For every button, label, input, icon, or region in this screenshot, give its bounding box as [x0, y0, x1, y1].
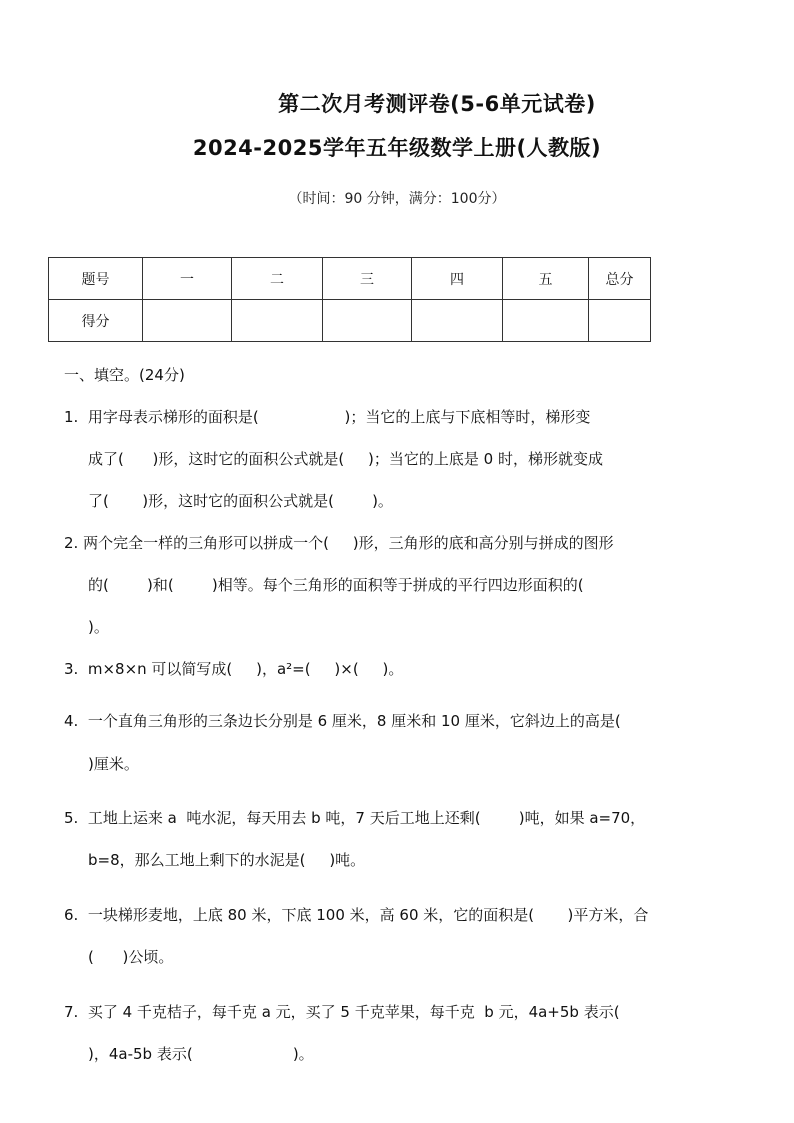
- score-cell-part-1[interactable]: [143, 300, 232, 342]
- header-cell-part-4: 四: [412, 258, 503, 300]
- q4-line-1: 4. 一个直角三角形的三条边长分别是 6 厘米，8 厘米和 10 厘米，它斜边上的高是(: [64, 712, 621, 730]
- score-cell-part-2[interactable]: [232, 300, 323, 342]
- header-cell-part-5: 五: [503, 258, 589, 300]
- score-cell-total[interactable]: [589, 300, 651, 342]
- score-table: [48, 257, 651, 342]
- score-table-header-row: [49, 258, 651, 300]
- header-cell-part-2: 二: [232, 258, 323, 300]
- header-cell-part-1: 一: [143, 258, 232, 300]
- q2-line-3: )。: [88, 618, 109, 636]
- exam-info: （时间：90 分钟，满分：100分）: [288, 191, 506, 207]
- title-line-1: 第二次月考测评卷(5-6单元试卷): [278, 92, 596, 116]
- q5-line-2: b=8，那么工地上剩下的水泥是( )吨。: [88, 851, 366, 869]
- score-cell-part-4[interactable]: [412, 300, 503, 342]
- q6-line-2: ( )公顷。: [88, 948, 174, 966]
- q7-line-1: 7. 买了 4 千克桔子，每千克 a 元，买了 5 千克苹果，每千克 b 元，4a+5b 表示(: [64, 1003, 620, 1021]
- q4-line-2: )厘米。: [88, 755, 139, 773]
- score-cell-part-3[interactable]: [323, 300, 412, 342]
- score-label-cell: 得分: [49, 300, 143, 342]
- header-cell-question-number: 题号: [49, 258, 143, 300]
- score-cell-part-5[interactable]: [503, 300, 589, 342]
- q2-line-1: 2. 两个完全一样的三角形可以拼成一个( )形，三角形的底和高分别与拼成的图形: [64, 534, 614, 552]
- score-table-score-row: [49, 300, 651, 342]
- section-heading-fill-in: 一、填空。(24分): [64, 366, 185, 384]
- q1-line-3: 了( )形，这时它的面积公式就是( )。: [88, 492, 393, 510]
- header-cell-total: 总分: [589, 258, 651, 300]
- q1-line-2: 成了( )形，这时它的面积公式就是( )；当它的上底是 0 时，梯形就变成: [88, 450, 603, 468]
- q5-line-1: 5. 工地上运来 a 吨水泥，每天用去 b 吨，7 天后工地上还剩( )吨，如果 a=70，: [64, 809, 646, 827]
- header-cell-part-3: 三: [323, 258, 412, 300]
- q2-line-2: 的( )和( )相等。每个三角形的面积等于拼成的平行四边形面积的(: [88, 576, 584, 594]
- q3-line-1: 3. m×8×n 可以简写成( )，a²=( )×( )。: [64, 660, 404, 678]
- title-line-2: 2024-2025学年五年级数学上册(人教版): [192, 136, 602, 160]
- q7-line-2: )，4a-5b 表示( )。: [88, 1045, 314, 1063]
- q6-line-1: 6. 一块梯形麦地，上底 80 米，下底 100 米，高 60 米，它的面积是( )平方米，合: [64, 906, 649, 924]
- q1-line-1: 1. 用字母表示梯形的面积是( )；当它的上底与下底相等时，梯形变: [64, 408, 591, 426]
